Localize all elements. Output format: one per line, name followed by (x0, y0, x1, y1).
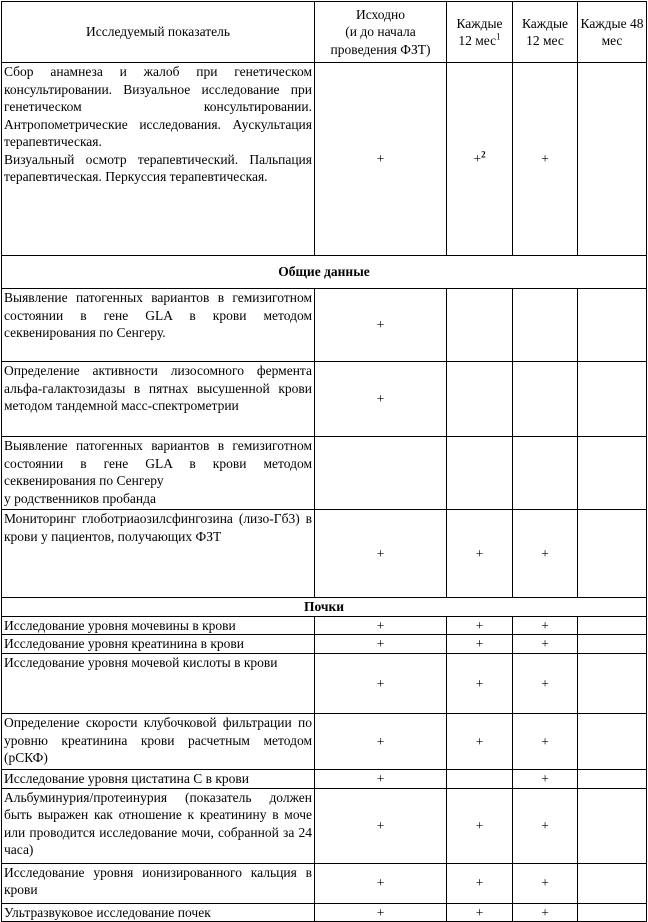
indicator-text: Выявление патогенных вариантов в гемизиготном состоянии в гене GLA в крови методом секвенирования по Сенгеру (4, 438, 312, 488)
indicator-text: Исследование уровня мочевой кислоты в крови (4, 655, 278, 670)
mark-cell-c5 (578, 788, 647, 863)
plus-mark: + (541, 636, 549, 652)
footnote-marker: 1 (496, 31, 501, 42)
plus-mark: + (376, 391, 385, 407)
plus-mark: + (473, 151, 482, 167)
plus-mark: + (475, 817, 484, 833)
mark-cell-c5 (578, 616, 647, 635)
table-row (2, 437, 647, 510)
plus-mark: + (475, 904, 484, 920)
table-row (2, 863, 647, 903)
plus-mark: + (376, 817, 385, 833)
plus-mark: + (541, 875, 549, 891)
mark-cell-c3 (447, 770, 513, 789)
mark-cell-c5 (578, 654, 647, 714)
indicator-text: Ультразвуковое исследование почек (4, 904, 211, 920)
plus-mark: + (541, 151, 549, 167)
indicator-cell (2, 654, 315, 714)
plus-mark: + (475, 675, 484, 691)
indicator-text: Исследование уровня мочевины в крови (4, 617, 236, 633)
table-row (2, 63, 647, 256)
mark-cell-c5 (578, 863, 647, 903)
plus-mark: + (541, 675, 549, 691)
indicator-cell (2, 714, 315, 770)
mark-cell-c3 (447, 437, 513, 510)
indicator-text: Мониторинг глоботриаозилсфингозина (лизо-Гб3) в крови у пациентов, получающих ФЗТ (4, 511, 312, 544)
mark-cell-c4 (513, 437, 578, 510)
indicator-cell (2, 63, 315, 256)
mark-cell-c3 (447, 903, 513, 922)
indicator-text: Выявление патогенных вариантов в гемизиготном состоянии в гене GLA в крови методом секвенирования по Сенгеру. (4, 290, 312, 340)
mark-cell-c4 (513, 788, 578, 863)
plus-mark: + (541, 545, 549, 561)
mark-cell-c4 (513, 770, 578, 789)
mark-cell-c2 (315, 362, 447, 437)
indicator-text: Определение скорости клубочковой фильтрации по уровню креатинина крови расчетным методом (рСКФ) (4, 715, 312, 765)
table-row (2, 616, 647, 635)
mark-cell-c5 (578, 770, 647, 789)
mark-cell-c5 (578, 635, 647, 654)
monitoring-table (1, 1, 647, 922)
mark-cell-c2 (315, 437, 447, 510)
plus-mark: + (376, 875, 385, 891)
header-baseline-line1: Исходно (355, 6, 405, 22)
mark-cell-c5 (578, 903, 647, 922)
indicator-text: Исследование уровня цистатина С в крови (4, 771, 249, 786)
plus-mark: + (376, 151, 385, 167)
header-indicator: Исследуемый показатель (2, 2, 315, 63)
table-row (2, 289, 647, 362)
mark-cell-c2 (315, 863, 447, 903)
table-row (2, 788, 647, 863)
header-row (2, 2, 647, 63)
mark-cell-c5 (578, 714, 647, 770)
table-row (2, 654, 647, 714)
section-row (2, 256, 647, 289)
header-baseline (315, 2, 447, 63)
mark-cell-c3 (447, 635, 513, 654)
table-row (2, 714, 647, 770)
mark-cell-c5 (578, 362, 647, 437)
mark-cell-c4 (513, 289, 578, 362)
mark-cell-c3 (447, 714, 513, 770)
header-every-12-months-a: Каждые 12 мес$^1$ (447, 2, 513, 63)
section-row (2, 598, 647, 617)
mark-cell-c3 (447, 63, 513, 256)
mark-cell-c4 (513, 362, 578, 437)
footnote-marker: 2 (481, 149, 486, 160)
mark-cell-c2 (315, 63, 447, 256)
indicator-cell (2, 788, 315, 863)
mark-cell-c5 (578, 63, 647, 256)
mark-cell-c2 (315, 714, 447, 770)
plus-mark: + (541, 733, 549, 749)
indicator-cell (2, 510, 315, 598)
plus-mark: + (541, 617, 549, 633)
indicator-text: Исследование уровня креатинина в крови (4, 636, 245, 651)
mark-cell-c4 (513, 714, 578, 770)
section-title: Почки (2, 598, 647, 617)
indicator-cell (2, 770, 315, 789)
mark-cell-c2 (315, 510, 447, 598)
mark-cell-c3 (447, 510, 513, 598)
mark-cell-c5 (578, 289, 647, 362)
plus-mark: + (376, 733, 385, 749)
plus-mark: + (475, 636, 484, 652)
plus-mark: + (376, 771, 385, 786)
indicator-cell (2, 616, 315, 635)
table-row (2, 903, 647, 922)
mark-cell-c4 (513, 63, 578, 256)
mark-cell-c2 (315, 289, 447, 362)
plus-mark: + (541, 904, 549, 920)
mark-cell-c2 (315, 770, 447, 789)
plus-mark: + (475, 545, 484, 561)
indicator-text: Сбор анамнеза и жалоб при генетическом консультировании. Визуальное исследование при генетическом консультировании. Антропометрические исследования. Аускультация терапевтическая. (4, 64, 312, 149)
plus-mark: + (376, 617, 385, 633)
section-title: Общие данные (2, 256, 647, 289)
mark-cell-c2 (315, 788, 447, 863)
table-row (2, 362, 647, 437)
mark-cell-c3 (447, 654, 513, 714)
indicator-text: у родственников пробанда (4, 490, 157, 506)
table-row (2, 510, 647, 598)
mark-cell-c3 (447, 788, 513, 863)
mark-cell-c2 (315, 654, 447, 714)
mark-cell-c2 (315, 903, 447, 922)
table-row (2, 635, 647, 654)
header-every-48-months: Каждые 48 мес (578, 2, 647, 63)
indicator-text: Визуальный осмотр терапевтический. Пальпация терапевтическая. Перкуссия терапевтическая. (4, 151, 312, 184)
indicator-text: Альбуминурия/протеинурия (показатель должен быть выражен как отношение к креатинину в моче или проводится исследование мочи, собранной за 24 часа) (4, 789, 312, 857)
mark-cell-c4 (513, 616, 578, 635)
header-baseline-line2: (и до начала проведения ФЗТ) (330, 24, 431, 57)
plus-mark: + (376, 317, 385, 333)
plus-mark: + (475, 875, 484, 891)
indicator-cell (2, 903, 315, 922)
indicator-text: Определение активности лизосомного фермента альфа-галактозидазы в пятнах высушенной крови методом тандемной масс-спектрометрии (4, 363, 312, 413)
plus-mark: + (376, 675, 385, 691)
mark-cell-c3 (447, 616, 513, 635)
mark-cell-c4 (513, 903, 578, 922)
plus-mark: + (541, 817, 549, 833)
mark-cell-c3 (447, 289, 513, 362)
mark-cell-c3 (447, 863, 513, 903)
plus-mark: + (475, 617, 484, 633)
plus-mark: + (541, 771, 549, 786)
mark-cell-c3 (447, 362, 513, 437)
plus-mark: + (376, 545, 385, 561)
table-row (2, 770, 647, 789)
header-every-12-months-b: Каждые 12 мес (513, 2, 578, 63)
mark-cell-c4 (513, 510, 578, 598)
plus-mark: + (475, 733, 484, 749)
indicator-cell (2, 863, 315, 903)
indicator-cell (2, 437, 315, 510)
mark-cell-c2 (315, 635, 447, 654)
mark-cell-c4 (513, 635, 578, 654)
mark-cell-c4 (513, 863, 578, 903)
mark-cell-c4 (513, 654, 578, 714)
indicator-cell (2, 289, 315, 362)
plus-mark: + (376, 636, 385, 652)
indicator-cell (2, 635, 315, 654)
indicator-cell (2, 362, 315, 437)
mark-cell-c5 (578, 437, 647, 510)
indicator-text: Исследование уровня ионизированного кальция в крови (4, 864, 312, 897)
mark-cell-c5 (578, 510, 647, 598)
plus-mark: + (376, 904, 385, 920)
mark-cell-c2 (315, 616, 447, 635)
